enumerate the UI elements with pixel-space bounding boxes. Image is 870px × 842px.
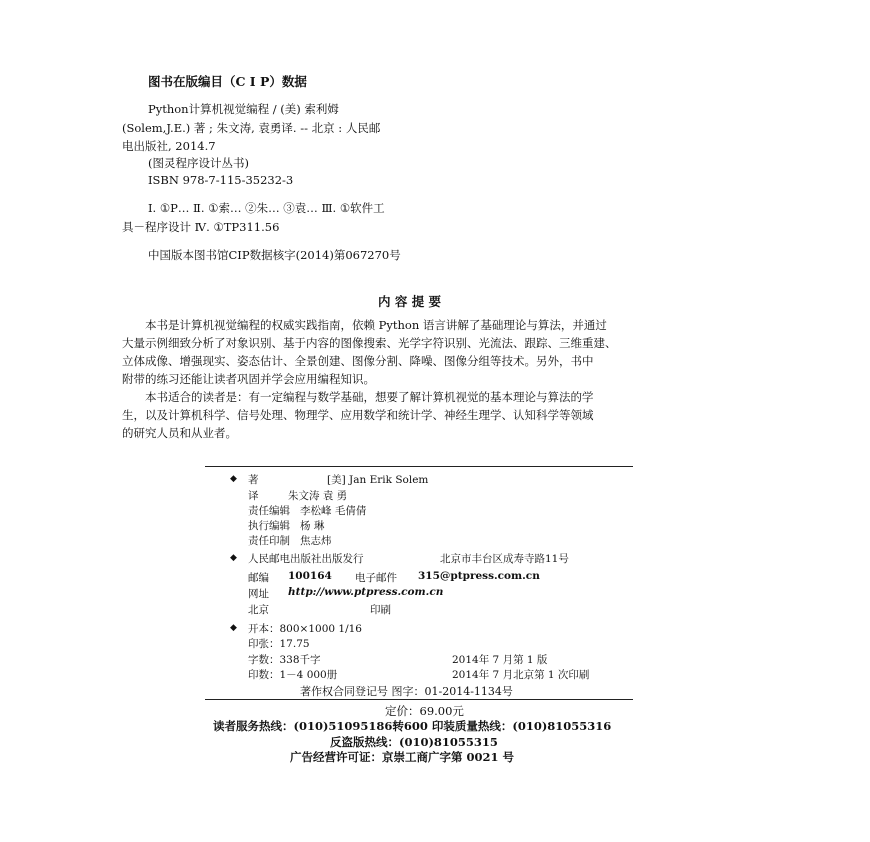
credit-role: 责任编辑 bbox=[248, 505, 290, 517]
postcode-value: 100164 bbox=[288, 570, 332, 582]
print-sheets: 印张：17.75 bbox=[248, 638, 310, 650]
credit-name: 李松峰 毛倩倩 bbox=[300, 505, 367, 517]
ad-license: 广告经营许可证：京崇工商广字第 0021 号 bbox=[290, 750, 515, 764]
publisher: 人民邮电出版社出版发行 bbox=[248, 553, 364, 565]
summary-line: 本书是计算机视觉编程的权威实践指南，依赖 Python 语言讲解了基础理论与算法，并通过 bbox=[145, 318, 607, 332]
diamond-bullet-icon: ◆ bbox=[230, 474, 237, 484]
printer-city: 北京 bbox=[248, 604, 269, 616]
price: 定价：69.00元 bbox=[385, 704, 464, 718]
printer-label: 印刷 bbox=[370, 604, 391, 616]
summary-line: 的研究人员和从业者。 bbox=[122, 426, 237, 440]
email-label: 电子邮件 bbox=[355, 572, 397, 584]
summary-line: 附带的练习还能让读者巩固并学会应用编程知识。 bbox=[122, 372, 375, 386]
summary-line: 生，以及计算机科学、信号处理、物理学、应用数学和统计学、神经生理学、认知科学等领域 bbox=[122, 408, 594, 422]
reader-hotline: 读者服务热线：(010)51095186转600 印装质量热线：(010)81055316 bbox=[213, 719, 612, 733]
credit-name: [美] Jan Erik Solem bbox=[327, 474, 429, 486]
cip-number: 中国版本图书馆CIP数据核字(2014)第067270号 bbox=[148, 248, 401, 262]
word-count: 字数：338千字 bbox=[248, 654, 321, 666]
cip-class-line: Ⅰ. ①P… Ⅱ. ①索… ②朱… ③袁… Ⅲ. ①软件工 bbox=[148, 201, 385, 215]
website-value: http://www.ptpress.com.cn bbox=[288, 586, 444, 598]
website-label: 网址 bbox=[248, 588, 269, 600]
colophon-bottom-rule bbox=[205, 699, 633, 700]
summary-paragraph-2 bbox=[122, 388, 742, 442]
copyright-contract: 著作权合同登记号 图字：01-2014-1134号 bbox=[300, 685, 513, 698]
book-format: 开本：800×1000 1/16 bbox=[248, 623, 362, 635]
summary-title: 内 容 提 要 bbox=[378, 294, 442, 309]
credit-role: 著 bbox=[248, 474, 259, 486]
colophon-top-rule bbox=[205, 466, 633, 467]
cip-line: Python计算机视觉编程 / (美) 索利姆 bbox=[148, 102, 339, 116]
diamond-bullet-icon: ◆ bbox=[230, 623, 237, 633]
cip-line: (图灵程序设计丛书) bbox=[148, 156, 249, 170]
credit-name: 焦志炜 bbox=[300, 535, 332, 547]
summary-paragraph-1 bbox=[122, 316, 742, 388]
cip-class-line: 具－程序设计 Ⅳ. ①TP311.56 bbox=[122, 220, 280, 234]
credit-name: 杨 琳 bbox=[300, 520, 325, 532]
summary-line: 大量示例细致分析了对象识别、基于内容的图像搜索、光学字符识别、光流法、跟踪、三维重建、 bbox=[122, 336, 617, 350]
credit-role: 译 bbox=[248, 490, 259, 502]
summary-line: 本书适合的读者是：有一定编程与数学基础，想要了解计算机视觉的基本理论与算法的学 bbox=[145, 390, 594, 404]
cip-line: (Solem,J.E.) 著 ; 朱文涛, 袁勇译. -- 北京 : 人民邮 bbox=[122, 121, 381, 135]
anti-piracy-hotline: 反盗版热线：(010)81055315 bbox=[330, 735, 498, 749]
printing: 2014年 7 月北京第 1 次印刷 bbox=[452, 669, 590, 681]
diamond-bullet-icon: ◆ bbox=[230, 553, 237, 563]
print-run: 印数：1－4 000册 bbox=[248, 669, 338, 681]
credit-name: 朱文涛 袁 勇 bbox=[288, 490, 348, 502]
credit-role: 执行编辑 bbox=[248, 520, 290, 532]
credit-role: 责任印制 bbox=[248, 535, 290, 547]
cip-line: 电出版社, 2014.7 bbox=[122, 139, 216, 153]
edition: 2014年 7 月第 1 版 bbox=[452, 654, 548, 666]
cip-line: ISBN 978-7-115-35232-3 bbox=[148, 173, 294, 187]
postcode-label: 邮编 bbox=[248, 572, 269, 584]
summary-line: 立体成像、增强现实、姿态估计、全景创建、图像分割、降噪、图像分组等技术。另外，书中 bbox=[122, 354, 594, 368]
cip-heading: 图书在版编目（C I P）数据 bbox=[148, 74, 307, 89]
publisher-address: 北京市丰台区成寿寺路11号 bbox=[440, 553, 569, 565]
email-value: 315@ptpress.com.cn bbox=[418, 570, 540, 582]
